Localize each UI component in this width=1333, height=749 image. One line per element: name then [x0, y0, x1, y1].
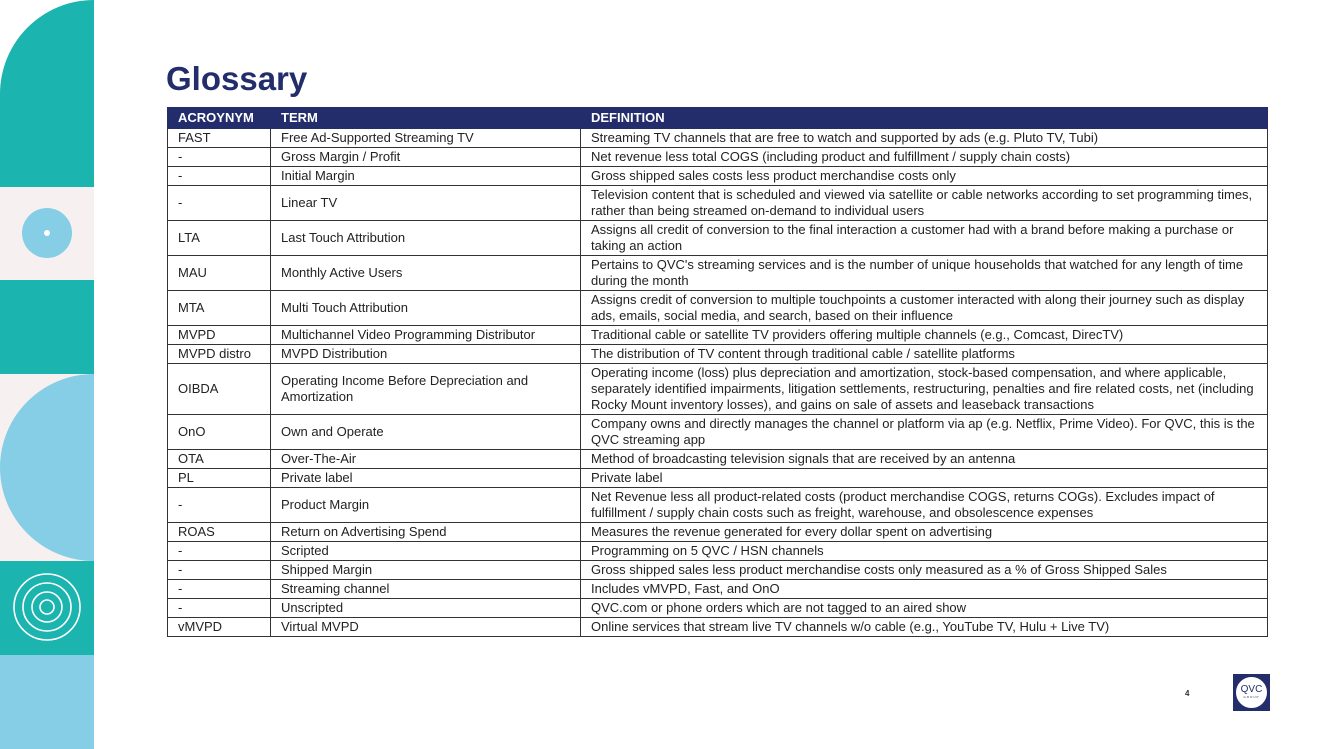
- term-cell: Initial Margin: [271, 167, 581, 186]
- table-row: [168, 450, 1268, 469]
- table-row: [168, 221, 1268, 256]
- term-cell: Streaming channel: [271, 580, 581, 599]
- term-cell: Own and Operate: [271, 415, 581, 450]
- logo-subtext: GROUP: [1243, 695, 1260, 699]
- acronym-cell: -: [168, 488, 271, 523]
- logo-text: QVC: [1240, 684, 1263, 695]
- acronym-cell: -: [168, 580, 271, 599]
- definition-cell: Gross shipped sales less product merchandise costs only measured as a % of Gross Shipped Sales: [581, 561, 1268, 580]
- table-row: [168, 523, 1268, 542]
- acronym-cell: LTA: [168, 221, 271, 256]
- table-row: [168, 167, 1268, 186]
- page-title: Glossary: [166, 60, 308, 97]
- definition-cell: Net revenue less total COGS (including product and fulfillment / supply chain costs): [581, 148, 1268, 167]
- definition-cell: Company owns and directly manages the channel or platform via ap (e.g. Netflix, Prime Video). For QVC, this is the QVC streaming app: [581, 415, 1268, 450]
- term-cell: Monthly Active Users: [271, 256, 581, 291]
- definition-cell: The distribution of TV content through traditional cable / satellite platforms: [581, 345, 1268, 364]
- table-row: [168, 561, 1268, 580]
- definition-cell: Operating income (loss) plus depreciation and amortization, stock-based compensation, and where applicable, separately identified impairments, litigation settlements, restructuring, penalties and fire related costs, net (including Rocky Mount inventory losses), and gains on sale of assets and leaseback transactions: [581, 364, 1268, 415]
- table-row: [168, 469, 1268, 488]
- definition-cell: Television content that is scheduled and viewed via satellite or cable networks according to set programming times, rather than being streamed on-demand to individual users: [581, 186, 1268, 221]
- table-body: [168, 129, 1268, 637]
- definition-cell: Includes vMVPD, Fast, and OnO: [581, 580, 1268, 599]
- sidebar-block-half-circle: [0, 374, 94, 561]
- definition-cell: Streaming TV channels that are free to watch and supported by ads (e.g. Pluto TV, Tubi): [581, 129, 1268, 148]
- term-cell: Scripted: [271, 542, 581, 561]
- acronym-cell: -: [168, 148, 271, 167]
- table-row: [168, 345, 1268, 364]
- sidebar-block-teal: [0, 280, 94, 374]
- page-number: 4: [1185, 689, 1190, 698]
- header-definition: DEFINITION: [581, 108, 1268, 129]
- acronym-cell: vMVPD: [168, 618, 271, 637]
- qvc-group-logo: [1233, 674, 1270, 711]
- acronym-cell: -: [168, 167, 271, 186]
- table-row: [168, 580, 1268, 599]
- definition-cell: Programming on 5 QVC / HSN channels: [581, 542, 1268, 561]
- term-cell: Gross Margin / Profit: [271, 148, 581, 167]
- acronym-cell: PL: [168, 469, 271, 488]
- sidebar-block-concentric: [0, 561, 94, 655]
- acronym-cell: OnO: [168, 415, 271, 450]
- sidebar-block-light-blue: [0, 655, 94, 749]
- logo-circle: [1235, 676, 1268, 709]
- term-cell: Free Ad-Supported Streaming TV: [271, 129, 581, 148]
- acronym-cell: MAU: [168, 256, 271, 291]
- definition-cell: Method of broadcasting television signals that are received by an antenna: [581, 450, 1268, 469]
- acronym-cell: MVPD: [168, 326, 271, 345]
- definition-cell: Measures the revenue generated for every dollar spent on advertising: [581, 523, 1268, 542]
- table-row: [168, 364, 1268, 415]
- term-cell: Private label: [271, 469, 581, 488]
- table-row: [168, 148, 1268, 167]
- header-term: TERM: [271, 108, 581, 129]
- acronym-cell: -: [168, 599, 271, 618]
- acronym-cell: MVPD distro: [168, 345, 271, 364]
- table-row: [168, 291, 1268, 326]
- acronym-cell: -: [168, 561, 271, 580]
- table-header-row: [168, 108, 1268, 129]
- definition-cell: QVC.com or phone orders which are not tagged to an aired show: [581, 599, 1268, 618]
- sidebar-block-dot: [0, 187, 94, 280]
- definition-cell: Assigns credit of conversion to multiple touchpoints a customer interacted with along their journey such as display ads, emails, social media, and search, based on their influence: [581, 291, 1268, 326]
- acronym-cell: ROAS: [168, 523, 271, 542]
- sidebar-block-teal-arch: [0, 0, 94, 187]
- glossary-table: [167, 107, 1268, 637]
- acronym-cell: OTA: [168, 450, 271, 469]
- acronym-cell: OIBDA: [168, 364, 271, 415]
- term-cell: Product Margin: [271, 488, 581, 523]
- acronym-cell: FAST: [168, 129, 271, 148]
- term-cell: Virtual MVPD: [271, 618, 581, 637]
- decorative-sidebar: [0, 0, 94, 749]
- definition-cell: Traditional cable or satellite TV providers offering multiple channels (e.g., Comcast, DirecTV): [581, 326, 1268, 345]
- table-row: [168, 599, 1268, 618]
- term-cell: Unscripted: [271, 599, 581, 618]
- term-cell: Over-The-Air: [271, 450, 581, 469]
- term-cell: Shipped Margin: [271, 561, 581, 580]
- term-cell: Linear TV: [271, 186, 581, 221]
- table-row: [168, 326, 1268, 345]
- table-row: [168, 415, 1268, 450]
- definition-cell: Assigns all credit of conversion to the final interaction a customer had with a brand before making a purchase or taking an action: [581, 221, 1268, 256]
- definition-cell: Pertains to QVC's streaming services and is the number of unique households that watched for any length of time during the month: [581, 256, 1268, 291]
- table-row: [168, 542, 1268, 561]
- table-row: [168, 186, 1268, 221]
- definition-cell: Net Revenue less all product-related costs (product merchandise COGS, returns COGs). Excludes impact of fulfillment / supply chain costs such as freight, warehouse, and obsolescence expenses: [581, 488, 1268, 523]
- table-row: [168, 618, 1268, 637]
- table-row: [168, 488, 1268, 523]
- term-cell: Last Touch Attribution: [271, 221, 581, 256]
- concentric-rings-icon: [0, 561, 94, 655]
- acronym-cell: MTA: [168, 291, 271, 326]
- term-cell: MVPD Distribution: [271, 345, 581, 364]
- term-cell: Return on Advertising Spend: [271, 523, 581, 542]
- table-row: [168, 129, 1268, 148]
- acronym-cell: -: [168, 542, 271, 561]
- circle-dot-icon: [22, 208, 72, 258]
- term-cell: Multichannel Video Programming Distributor: [271, 326, 581, 345]
- acronym-cell: -: [168, 186, 271, 221]
- definition-cell: Private label: [581, 469, 1268, 488]
- table-row: [168, 256, 1268, 291]
- term-cell: Multi Touch Attribution: [271, 291, 581, 326]
- definition-cell: Online services that stream live TV channels w/o cable (e.g., YouTube TV, Hulu + Live TV): [581, 618, 1268, 637]
- definition-cell: Gross shipped sales costs less product merchandise costs only: [581, 167, 1268, 186]
- header-acronym: ACROYNYM: [168, 108, 271, 129]
- term-cell: Operating Income Before Depreciation and Amortization: [271, 364, 581, 415]
